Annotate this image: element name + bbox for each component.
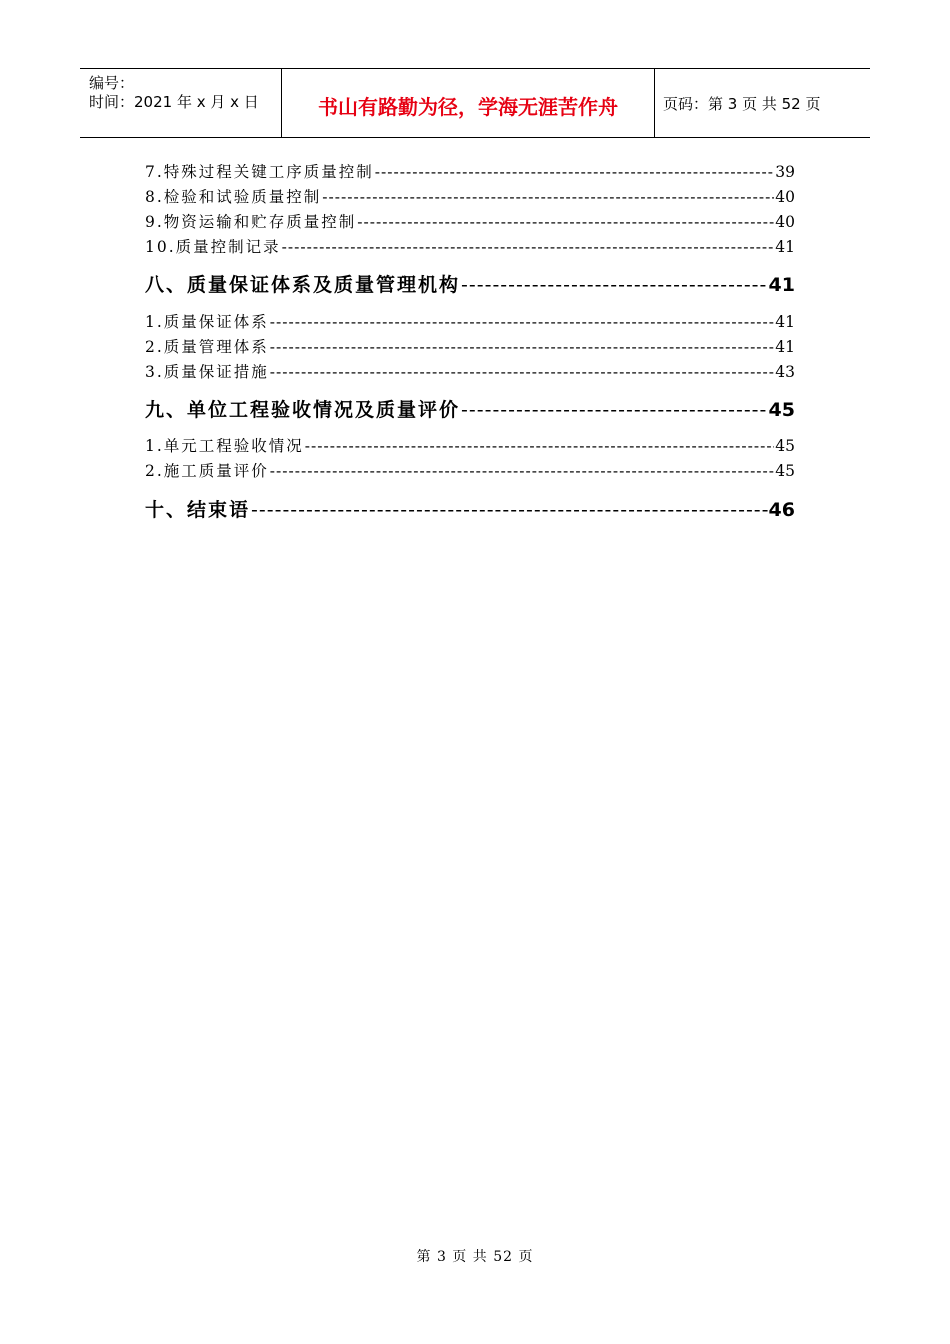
toc-entry-page: 45	[775, 462, 795, 480]
toc-entry[interactable]	[145, 235, 795, 257]
toc-entry-title: 9.物资运输和贮存质量控制	[145, 213, 357, 231]
toc-entry-title: 1.质量保证体系	[145, 313, 269, 331]
toc-leader	[282, 238, 775, 256]
toc-entry[interactable]	[145, 210, 795, 232]
header-motto: 书山有路勤为径，学海无涯苦作舟	[318, 95, 618, 119]
toc-entry-page: 41	[775, 338, 795, 356]
toc-leader	[357, 213, 774, 231]
toc-leader	[375, 163, 774, 181]
header-info-cell	[80, 69, 281, 137]
toc-entry-title: 1.单元工程验收情况	[145, 437, 304, 455]
toc-chapter-title: 十、结束语	[145, 499, 251, 521]
toc-chapter-title: 八、质量保证体系及质量管理机构	[145, 274, 461, 296]
toc-entry[interactable]	[145, 310, 795, 332]
toc-entry-page: 41	[775, 313, 795, 331]
toc-leader	[305, 437, 774, 455]
toc-entry-title: 8.检验和试验质量控制	[145, 188, 322, 206]
toc-chapter-title: 九、单位工程验收情况及质量评价	[145, 399, 461, 421]
toc-entry[interactable]	[145, 335, 795, 357]
toc-leader	[270, 462, 774, 480]
toc-chapter-page: 45	[768, 399, 795, 421]
toc-leader	[270, 313, 774, 331]
document-time-label: 时间：2021 年 x 月 x 日	[89, 93, 259, 111]
toc-chapter-page: 46	[768, 499, 795, 521]
toc-chapter-page: 41	[768, 274, 795, 296]
toc-entry-page: 41	[775, 238, 795, 256]
toc-leader	[270, 338, 774, 356]
toc-entry-title: 2.质量管理体系	[145, 338, 269, 356]
toc-entry-page: 40	[775, 188, 795, 206]
toc-leader	[461, 274, 768, 296]
toc-entry-title: 2.施工质量评价	[145, 462, 269, 480]
toc-entry-page: 43	[775, 363, 795, 381]
toc-entry-page: 40	[775, 213, 795, 231]
toc-leader	[461, 399, 768, 421]
toc-chapter-entry[interactable]	[145, 270, 795, 298]
toc-entry-page: 39	[775, 163, 795, 181]
page-footer: 第 3 页 共 52 页	[416, 1249, 534, 1265]
toc-leader	[322, 188, 774, 206]
header-motto-cell	[281, 69, 655, 137]
document-number-label: 编号：	[89, 74, 135, 92]
header-page-cell	[654, 69, 870, 137]
toc-entry[interactable]	[145, 459, 795, 481]
toc-chapter-entry[interactable]	[145, 495, 795, 523]
toc-entry[interactable]	[145, 434, 795, 456]
page-header	[80, 68, 870, 138]
toc-entry[interactable]	[145, 360, 795, 382]
toc-entry[interactable]	[145, 160, 795, 182]
toc-entry-title: 10.质量控制记录	[145, 238, 281, 256]
toc-leader	[251, 499, 768, 521]
toc-entry-title: 3.质量保证措施	[145, 363, 269, 381]
toc-chapter-entry[interactable]	[145, 395, 795, 423]
toc-entry-page: 45	[775, 437, 795, 455]
toc-entry-title: 7.特殊过程关键工序质量控制	[145, 163, 374, 181]
header-page-info: 页码：第 3 页 共 52 页	[663, 95, 821, 113]
toc-leader	[270, 363, 774, 381]
toc-entry[interactable]	[145, 185, 795, 207]
